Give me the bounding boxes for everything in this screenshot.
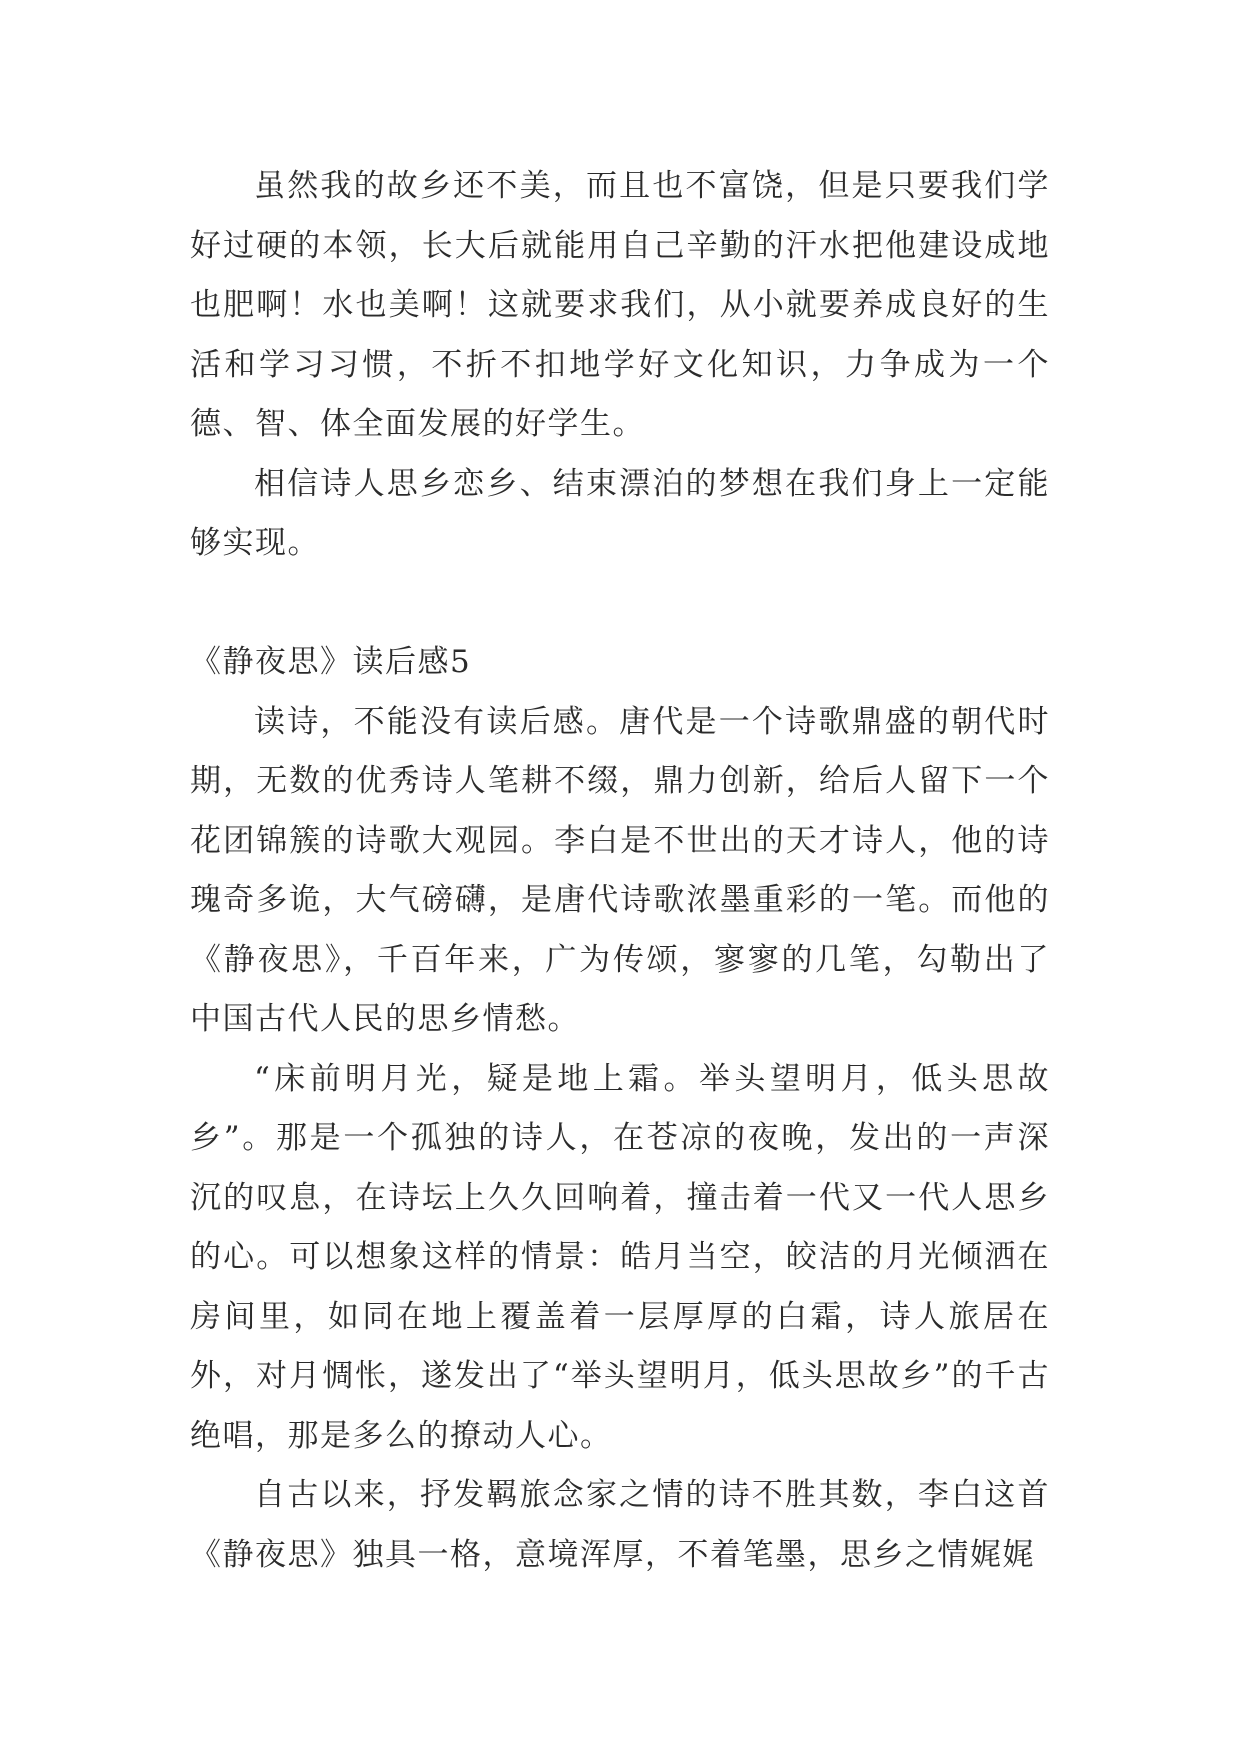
paragraph-poem: “床前明月光，疑是地上霜。举头望明月，低头思故乡”。那是一个孤独的诗人，在苍凉的夜晚，发出的一声深沉的叹息，在诗坛上久久回响着，撞击着一代又一代人思乡的心。可以想象这样的情景：皓月当空，皎洁的月光倾洒在房间里，如同在地上覆盖着一层厚厚的白霜，诗人旅居在外，对月惆怅，遂发出了“举头望明月，低头思故乡”的千古绝唱，那是多么的撩动人心。 <box>190 1060 1050 1454</box>
paragraph-hometown: 虽然我的故乡还不美，而且也不富饶，但是只要我们学好过硬的本领，长大后就能用自己辛勤的汗水把他建设成地也肥啊！水也美啊！这就要求我们，从小就要养成良好的生活和学习习惯，不折不扣地学好文化知识，力争成为一个德、智、体全面发展的好学生。 <box>190 168 1050 442</box>
paragraph-intro: 读诗，不能没有读后感。唐代是一个诗歌鼎盛的朝代时期，无数的优秀诗人笔耕不缀，鼎力创新，给后人留下一个花团锦簇的诗歌大观园。李白是不世出的天才诗人，他的诗瑰奇多诡，大气磅礴，是唐代诗歌浓墨重彩的一笔。而他的《静夜思》，千百年来，广为传颂，寥寥的几笔，勾勒出了中国古代人民的思乡情愁。 <box>190 703 1050 1037</box>
section-spacer <box>190 574 1050 634</box>
paragraph-dream: 相信诗人思乡恋乡、结束漂泊的梦想在我们身上一定能够实现。 <box>190 465 1050 561</box>
document-body <box>190 157 1050 1585</box>
paragraph-conclusion: 自古以来，抒发羁旅念家之情的诗不胜其数，李白这首《静夜思》独具一格，意境浑厚，不着笔墨，思乡之情娓娓 <box>190 1477 1050 1573</box>
section-heading: 《静夜思》读后感5 <box>190 644 472 680</box>
